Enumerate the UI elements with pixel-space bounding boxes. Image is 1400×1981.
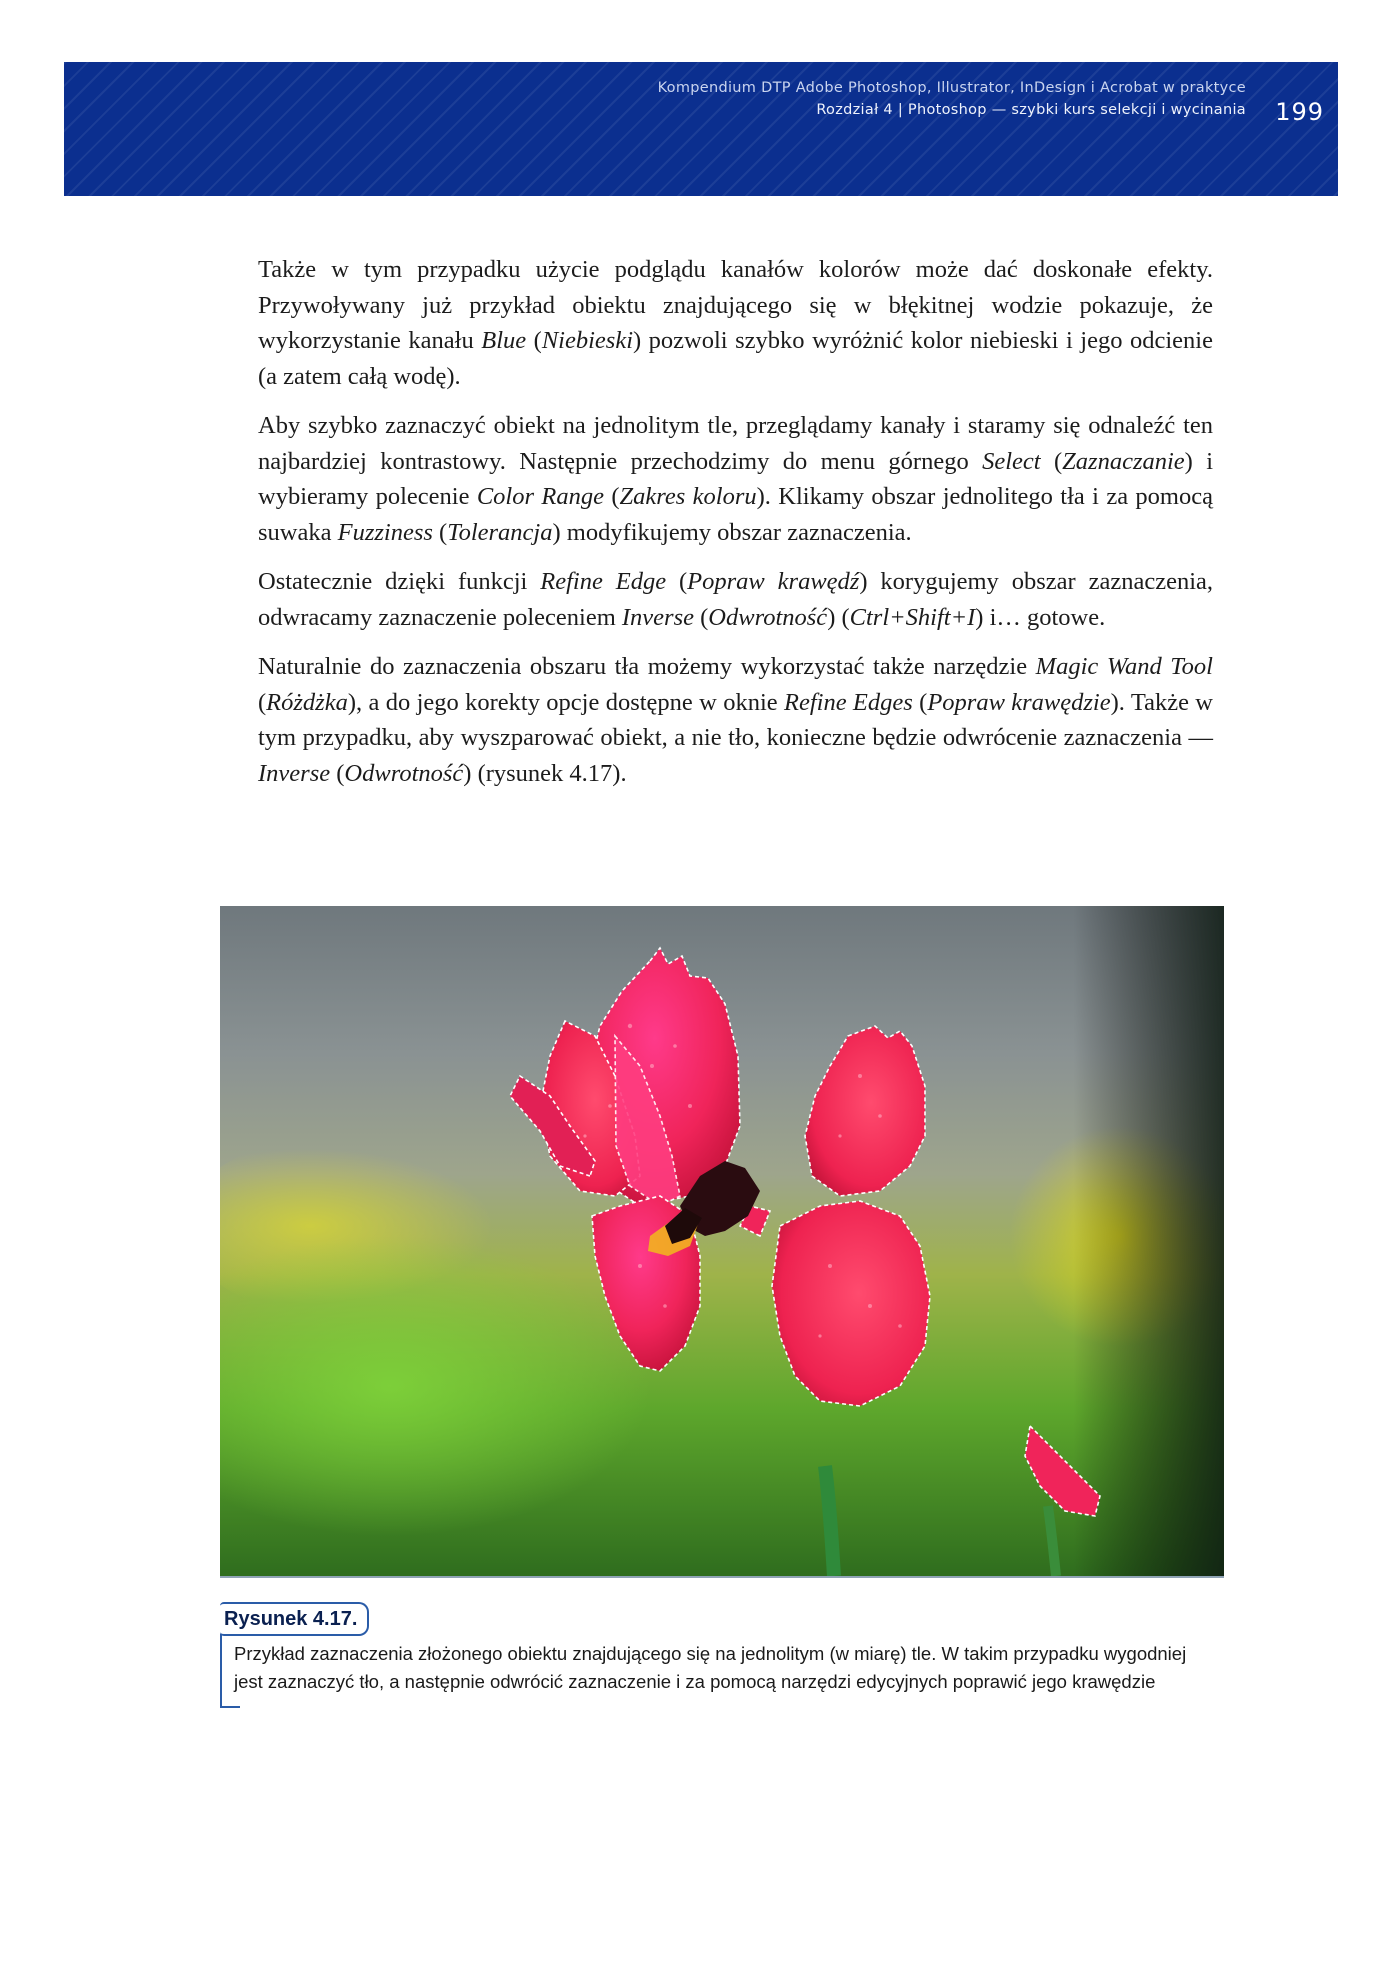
paragraph: Naturalnie do zaznaczenia obszaru tła możemy wykorzystać także narzędzie Magic Wand Tool (Różdżka), a do jego korekty opcje dostępne w oknie Refine Edges (Popraw krawędzie). Także w tym przypadku, aby wyszparować obiekt, a nie tło, konieczne będzie odwrócenie zaznaczenia — Inverse (Odwrotność) (rysunek 4.17).: [258, 653, 1213, 787]
paragraph: Ostatecznie dzięki funkcji Refine Edge (Popraw krawędź) korygujemy obszar zaznaczenia, odwracamy zaznaczenie poleceniem Inverse (Odwrotność) (Ctrl+Shift+I) i… gotowe.: [258, 568, 1213, 631]
tulip-photo: [220, 906, 1224, 1578]
page-number: 199: [1275, 98, 1324, 126]
figure-rule-foot: [220, 1706, 240, 1708]
figure-label: Rysunek 4.17.: [220, 1602, 369, 1636]
chapter-title: Rozdział 4 | Photoshop — szybki kurs selekcji i wycinania: [816, 102, 1246, 118]
paragraph: Także w tym przypadku użycie podglądu kanałów kolorów może dać doskonałe efekty. Przywoływany już przykład obiektu znajdującego się w błękitnej wodzie pokazuje, że wykorzystanie kanału Blue (Niebieski) pozwoli szybko wyróżnić kolor niebieski i jego odcienie (a zatem całą wodę).: [258, 256, 1213, 390]
book-title: Kompendium DTP Adobe Photoshop, Illustrator, InDesign i Acrobat w praktyce: [657, 80, 1246, 96]
running-header: [658, 77, 1246, 121]
figure-caption: Przykład zaznaczenia złożonego obiektu znajdującego się na jednolitym (w miarę) tle. W takim przypadku wygodniej jest zaznaczyć tło, a następnie odwrócić zaznaczenie i za pomocą narzędzi edycyjnych poprawić jego krawędzie: [234, 1643, 1187, 1692]
paragraph: Aby szybko zaznaczyć obiekt na jednolitym tle, przeglądamy kanały i staramy się odnaleźć ten najbardziej kontrastowy. Następnie przechodzimy do menu górnego Select (Zaznaczanie) i wybieramy polecenie Color Range (Zakres koloru). Klikamy obszar jednolitego tła i za pomocą suwaka Fuzziness (Tolerancja) modyfikujemy obszar zaznaczenia.: [258, 412, 1214, 546]
figure-rule: [220, 1634, 222, 1708]
body-text: [258, 252, 1213, 805]
